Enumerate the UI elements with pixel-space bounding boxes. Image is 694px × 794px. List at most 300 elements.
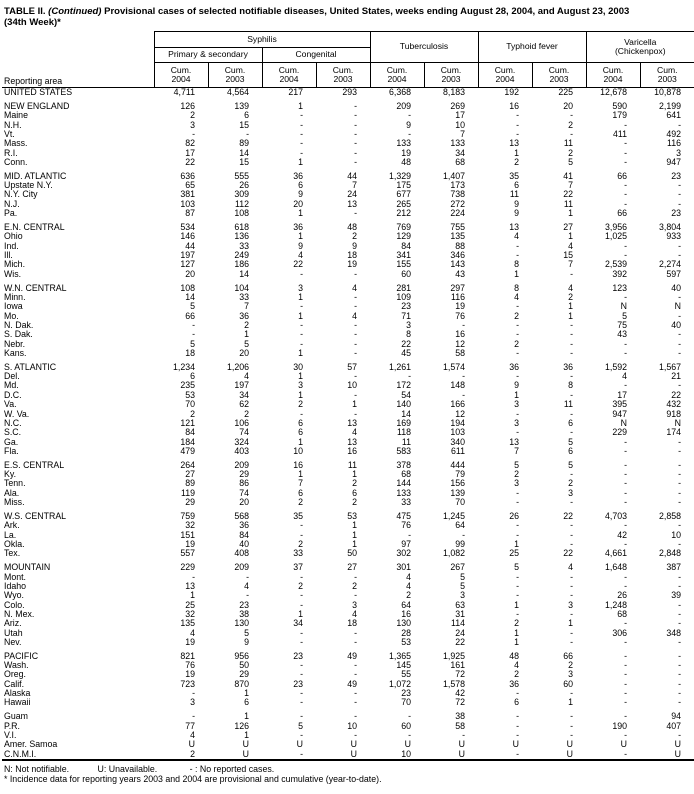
value-cell: U [404, 740, 411, 750]
value-cell: 821 [180, 651, 195, 661]
reporting-area-cell: Ohio [4, 232, 23, 242]
table-row [2, 610, 694, 619]
value-cell: 3 [352, 600, 357, 610]
value-cell: 37 [293, 563, 303, 573]
value-cell: 36 [293, 171, 303, 181]
value-cell: - [300, 330, 303, 340]
value-cell: 32 [185, 609, 195, 619]
column-header-cum: Cum. 2003 [424, 63, 478, 88]
value-cell: 1 [298, 157, 303, 167]
reporting-area-cell: Wash. [4, 661, 29, 671]
value-cell: 4,661 [604, 549, 627, 559]
table-row [2, 722, 694, 731]
value-cell: 1 [514, 628, 519, 638]
value-cell: 1 [568, 619, 573, 629]
value-cell: U [188, 740, 195, 750]
value-cell: - [300, 339, 303, 349]
value-cell: 2 [244, 409, 249, 419]
reporting-area-cell: C.N.M.I. [4, 749, 37, 759]
value-cell: 116 [666, 139, 682, 149]
value-cell: 1 [244, 689, 249, 699]
value-cell: 378 [396, 460, 411, 470]
value-cell: - [300, 731, 303, 740]
column-header-cum: Cum. 2003 [532, 63, 586, 88]
value-cell: 74 [239, 428, 249, 438]
value-cell: 583 [396, 446, 411, 456]
value-cell: 1 [352, 521, 357, 531]
value-cell: - [570, 521, 573, 531]
value-cell: 5 [460, 572, 465, 582]
value-cell: - [570, 390, 573, 400]
value-cell: 15 [239, 120, 249, 130]
table-row [2, 652, 694, 661]
value-cell: 4 [406, 572, 411, 582]
value-cell: 119 [180, 488, 195, 498]
value-cell: 9 [298, 241, 303, 251]
value-cell: 4 [514, 232, 519, 242]
table-row [2, 88, 694, 98]
value-cell: - [300, 637, 303, 647]
value-cell: 432 [666, 400, 682, 410]
value-cell: 3 [568, 670, 573, 680]
table-row [2, 284, 694, 293]
value-cell: 2 [298, 581, 303, 591]
value-cell: 21 [671, 372, 682, 382]
value-cell: 9 [352, 241, 357, 251]
value-cell: - [192, 572, 195, 582]
value-cell: - [570, 320, 573, 330]
value-cell: 224 [450, 209, 465, 219]
value-cell: 309 [234, 190, 249, 200]
value-cell: 6 [568, 418, 573, 428]
value-cell: 22 [563, 549, 573, 559]
value-cell: - [624, 181, 627, 191]
value-cell: - [354, 120, 357, 130]
value-cell: 14 [239, 148, 249, 158]
value-cell: - [516, 721, 519, 731]
reporting-area-cell: Md. [4, 381, 19, 391]
value-cell: 2 [514, 619, 519, 629]
value-cell: 12,678 [600, 87, 627, 97]
value-cell: - [354, 101, 357, 111]
value-cell: 1,329 [388, 171, 411, 181]
table-row [2, 447, 694, 456]
reporting-area-cell: D.C. [4, 390, 22, 400]
table-row [2, 400, 694, 409]
value-cell: 74 [239, 488, 249, 498]
table-row [2, 330, 694, 339]
value-cell: 3,804 [659, 222, 682, 232]
value-cell: 70 [455, 498, 465, 508]
value-cell: - [516, 348, 519, 358]
value-cell: 139 [450, 488, 465, 498]
value-cell: 6 [352, 488, 357, 498]
footnotes [2, 761, 692, 784]
value-cell: U [458, 749, 465, 759]
value-cell: 408 [234, 549, 249, 559]
value-cell: 19 [185, 539, 195, 549]
value-cell: 87 [185, 209, 195, 219]
value-cell: 870 [234, 679, 249, 689]
table-row [2, 190, 694, 199]
value-cell: 16 [347, 446, 357, 456]
value-cell: - [354, 111, 357, 121]
value-cell: - [246, 591, 249, 601]
reporting-area-cell: Ala. [4, 488, 20, 498]
table-row [2, 251, 694, 260]
value-cell: - [192, 689, 195, 699]
reporting-area-cell: W.S. CENTRAL [4, 511, 67, 521]
value-cell: 4,564 [226, 87, 249, 97]
value-cell: 29 [239, 470, 249, 480]
value-cell: - [570, 409, 573, 419]
value-cell: 19 [185, 637, 195, 647]
table-title-week: (34th Week)* [4, 17, 61, 28]
value-cell: - [570, 269, 573, 279]
reporting-area-cell: Calif. [4, 679, 25, 689]
value-cell: 36 [293, 222, 303, 232]
reporting-area-cell: Amer. Samoa [4, 740, 58, 750]
value-cell: 1 [298, 209, 303, 219]
value-cell: 13 [347, 437, 357, 447]
value-cell: - [624, 488, 627, 498]
value-cell: - [354, 320, 357, 330]
reporting-area-cell: Ill. [4, 251, 13, 260]
value-cell: 26 [617, 591, 627, 601]
reporting-area-cell: N.Y. City [4, 190, 38, 200]
value-cell: 8 [514, 283, 519, 293]
value-cell: U [566, 740, 573, 750]
value-cell: U [566, 749, 573, 759]
value-cell: 9 [298, 190, 303, 200]
value-cell: 106 [234, 418, 249, 428]
value-cell: 1,407 [442, 171, 465, 181]
value-cell: 346 [450, 251, 465, 260]
value-cell: 249 [234, 251, 249, 260]
value-cell: 6 [244, 698, 249, 708]
reporting-area-cell: Mass. [4, 139, 28, 149]
table-row [2, 549, 694, 558]
value-cell: - [678, 470, 682, 480]
column-header-cum: Cum. 2004 [154, 63, 208, 88]
value-cell: 1 [298, 390, 303, 400]
value-cell: - [246, 129, 249, 139]
value-cell: 2 [298, 498, 303, 508]
value-cell: 11 [509, 190, 519, 200]
value-cell: 1 [298, 470, 303, 480]
table-row [2, 689, 694, 698]
value-cell: - [570, 372, 573, 382]
value-cell: - [516, 712, 519, 722]
value-cell: 341 [396, 251, 411, 260]
value-cell: - [192, 712, 195, 722]
value-cell: - [624, 381, 627, 391]
value-cell: 267 [450, 563, 465, 573]
value-cell: - [516, 111, 519, 121]
value-cell: 6 [514, 181, 519, 191]
value-cell: 4 [352, 428, 357, 438]
value-cell: 76 [455, 311, 465, 321]
value-cell: 118 [396, 428, 411, 438]
value-cell: - [624, 731, 627, 740]
value-cell: - [678, 539, 682, 549]
value-cell: 22 [455, 637, 465, 647]
value-cell: 116 [450, 292, 465, 302]
value-cell: 4 [514, 292, 519, 302]
value-cell: - [354, 330, 357, 340]
value-cell: 5 [622, 311, 627, 321]
reporting-area-cell: S. Dak. [4, 330, 33, 340]
value-cell: - [624, 460, 627, 470]
value-cell: - [192, 330, 195, 340]
value-cell: - [570, 348, 573, 358]
value-cell: - [678, 479, 682, 489]
footnote-legend [4, 764, 692, 774]
value-cell: 1 [298, 232, 303, 242]
table-row [2, 670, 694, 679]
value-cell: 738 [450, 190, 465, 200]
value-cell: - [624, 190, 627, 200]
value-cell: - [678, 437, 682, 447]
table-row [2, 619, 694, 628]
value-cell: 38 [455, 712, 465, 722]
value-cell: - [300, 572, 303, 582]
value-cell: 1,648 [604, 563, 627, 573]
value-cell: 22 [563, 190, 573, 200]
value-cell: 10,878 [654, 87, 682, 97]
value-cell: 2 [514, 311, 519, 321]
value-cell: - [678, 120, 682, 130]
value-cell: 7 [568, 260, 573, 270]
value-cell: 8 [568, 381, 573, 391]
value-cell: 19 [185, 670, 195, 680]
value-cell: 22 [563, 511, 573, 521]
value-cell: - [300, 269, 303, 279]
value-cell: 225 [558, 87, 573, 97]
value-cell: 4,703 [604, 511, 627, 521]
value-cell: 1,567 [659, 362, 682, 372]
value-cell: 8 [406, 330, 411, 340]
value-cell: 23 [293, 651, 303, 661]
value-cell: - [624, 698, 627, 708]
value-cell: 2 [298, 539, 303, 549]
value-cell: - [570, 428, 573, 438]
value-cell: 133 [396, 488, 411, 498]
table-row [2, 149, 694, 158]
value-cell: 133 [450, 139, 465, 149]
value-cell: 5 [514, 563, 519, 573]
table-row [2, 428, 694, 437]
value-cell: 1,082 [442, 549, 465, 559]
value-cell: - [354, 591, 357, 601]
reporting-area-cell: Vt. [4, 129, 15, 139]
reporting-area-cell: S.C. [4, 428, 22, 438]
value-cell: - [354, 698, 357, 708]
reporting-area-cell: Ind. [4, 241, 19, 251]
reporting-area-cell: V.I. [4, 731, 17, 740]
value-cell: 53 [185, 390, 195, 400]
value-cell: 127 [180, 260, 195, 270]
value-cell: 1 [298, 348, 303, 358]
reporting-area-cell: Ark. [4, 521, 20, 531]
value-cell: 6 [190, 372, 195, 382]
value-cell: 2 [352, 232, 357, 242]
varicella-label-line1: Varicella [624, 36, 657, 47]
table-title [2, 6, 692, 28]
value-cell: U [242, 740, 249, 750]
tuberculosis-group-header: Tuberculosis [370, 32, 478, 63]
value-cell: 53 [401, 637, 411, 647]
value-cell: - [570, 712, 573, 722]
value-cell: 5 [298, 721, 303, 731]
value-cell: 1,574 [442, 362, 465, 372]
value-cell: 130 [396, 619, 411, 629]
value-cell: 24 [455, 628, 465, 638]
value-cell: 173 [450, 181, 465, 191]
value-cell: 4 [514, 661, 519, 671]
varicella-label-line2: (Chickenpox) [614, 46, 666, 56]
value-cell: - [516, 251, 519, 260]
value-cell: 3 [676, 148, 682, 158]
value-cell: 1 [298, 292, 303, 302]
value-cell: - [678, 637, 682, 647]
value-cell: 22 [401, 339, 411, 349]
value-cell: - [624, 572, 627, 582]
value-cell: 4 [406, 581, 411, 591]
value-cell: - [516, 372, 519, 382]
value-cell: - [462, 731, 465, 740]
value-cell: 209 [396, 101, 411, 111]
value-cell: 641 [666, 111, 682, 121]
value-cell: 1,578 [442, 679, 465, 689]
value-cell: 348 [666, 628, 682, 638]
table-row [2, 540, 694, 549]
value-cell: - [408, 712, 411, 722]
value-cell: 48 [509, 651, 519, 661]
value-cell: 590 [612, 101, 627, 111]
value-cell: 60 [563, 679, 573, 689]
value-cell: 2,274 [659, 260, 682, 270]
table-row [2, 340, 694, 349]
value-cell: 1,592 [604, 362, 627, 372]
value-cell: 4 [190, 628, 195, 638]
reporting-area-cell: Ky. [4, 470, 17, 480]
value-cell: - [516, 428, 519, 438]
reporting-area-cell: N. Dak. [4, 320, 34, 330]
value-cell: 956 [234, 651, 249, 661]
value-cell: - [300, 120, 303, 130]
value-cell: - [624, 670, 627, 680]
column-header-cum: Cum. 2004 [370, 63, 424, 88]
value-cell: 209 [234, 460, 249, 470]
value-cell: - [624, 749, 627, 759]
value-cell: 26 [509, 511, 519, 521]
value-cell: - [516, 241, 519, 251]
reporting-area-cell: Ariz. [4, 619, 22, 629]
value-cell: 14 [401, 409, 411, 419]
value-cell: - [678, 600, 682, 610]
value-cell: - [354, 670, 357, 680]
value-cell: 20 [239, 348, 249, 358]
value-cell: 2 [514, 670, 519, 680]
value-cell: 76 [401, 521, 411, 531]
value-cell: 16 [455, 330, 465, 340]
value-cell: - [354, 689, 357, 699]
value-cell: 1 [298, 609, 303, 619]
value-cell: 475 [396, 511, 411, 521]
value-cell: - [570, 572, 573, 582]
value-cell: 4 [298, 251, 303, 260]
table-row [2, 363, 694, 372]
value-cell: 1,025 [604, 232, 627, 242]
table-row [2, 242, 694, 251]
value-cell: - [462, 390, 465, 400]
value-cell: 40 [671, 283, 682, 293]
value-cell: 50 [347, 549, 357, 559]
value-cell: - [516, 120, 519, 130]
value-cell: 36 [509, 679, 519, 689]
table-row [2, 121, 694, 130]
value-cell: 58 [455, 348, 465, 358]
value-cell: 7 [514, 446, 519, 456]
value-cell: 20 [185, 269, 195, 279]
value-cell: 5 [244, 628, 249, 638]
value-cell: - [624, 446, 627, 456]
value-cell: 57 [347, 362, 357, 372]
reporting-area-cell: Upstate N.Y. [4, 181, 53, 191]
value-cell: 174 [666, 428, 682, 438]
value-cell: 2 [568, 120, 573, 130]
value-cell: 184 [180, 437, 195, 447]
value-cell: 135 [180, 619, 195, 629]
value-cell: - [624, 479, 627, 489]
table-row [2, 381, 694, 390]
value-cell: 11 [563, 400, 573, 410]
value-cell: - [300, 129, 303, 139]
table-title-continued: (Continued) [48, 6, 102, 17]
value-cell: 10 [293, 446, 303, 456]
value-cell: - [516, 731, 519, 740]
value-cell: 2 [352, 498, 357, 508]
value-cell: 1 [568, 698, 573, 708]
value-cell: 755 [450, 222, 465, 232]
reporting-area-cell: Alaska [4, 689, 31, 699]
table-row [2, 312, 694, 321]
value-cell: - [516, 302, 519, 312]
value-cell: 33 [401, 498, 411, 508]
value-cell: U [242, 749, 249, 759]
reporting-area-header: Reporting area [2, 32, 154, 88]
value-cell: 392 [612, 269, 627, 279]
value-cell: 42 [455, 689, 465, 699]
value-cell: 11 [563, 139, 573, 149]
value-cell: - [678, 619, 682, 629]
value-cell: 10 [347, 381, 357, 391]
value-cell: 84 [401, 241, 411, 251]
table-row [2, 209, 694, 218]
value-cell: 133 [396, 139, 411, 149]
table-row [2, 438, 694, 447]
value-cell: 4 [568, 563, 573, 573]
value-cell: 18 [347, 251, 357, 260]
value-cell: 50 [239, 661, 249, 671]
reporting-area-cell: Tenn. [4, 479, 26, 489]
value-cell: - [678, 731, 682, 740]
value-cell: - [624, 241, 627, 251]
table-row [2, 349, 694, 358]
value-cell: 58 [455, 721, 465, 731]
value-cell: 759 [180, 511, 195, 521]
